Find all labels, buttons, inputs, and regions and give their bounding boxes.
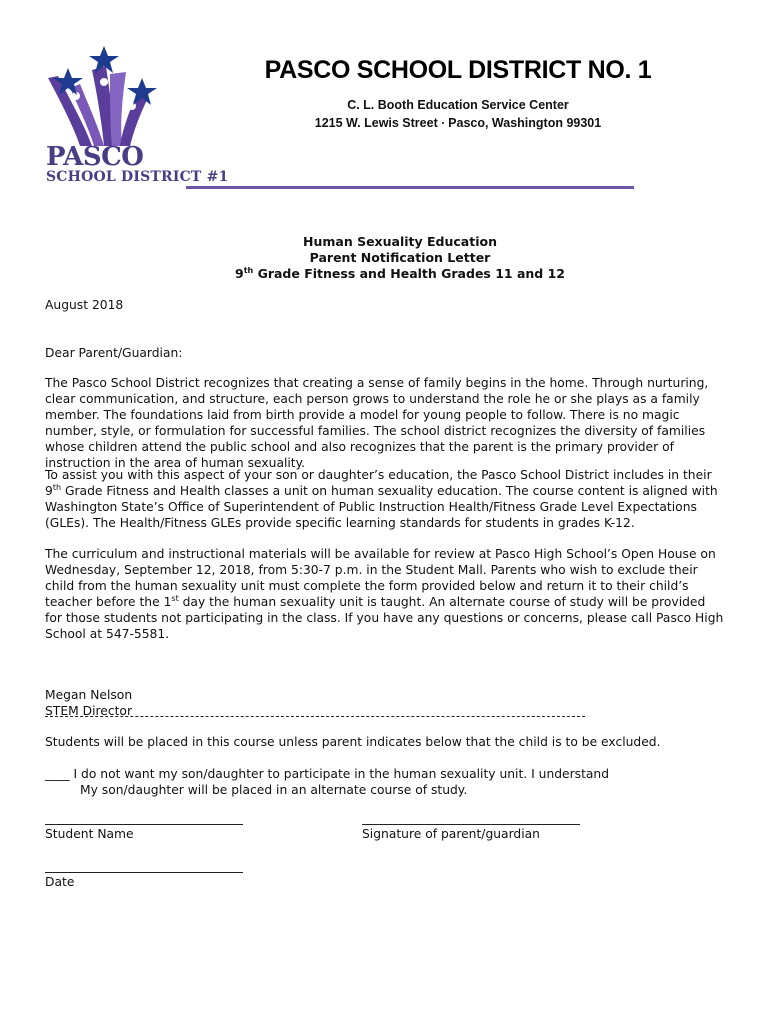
logo-wordmark: PASCO bbox=[46, 142, 144, 172]
student-name-label: Student Name bbox=[45, 827, 134, 841]
placement-note: Students will be placed in this course unless parent indicates below that the child is to be excluded. bbox=[45, 735, 661, 749]
date-label: Date bbox=[45, 875, 75, 889]
signer-name: Megan Nelson bbox=[45, 688, 133, 702]
letter-heading-3 bbox=[200, 266, 600, 281]
paragraph-2-part-a: To assist you with this aspect of your son or daughter’s education, the Pasco School District includes in their 9 bbox=[45, 468, 712, 498]
paragraph-2-ordinal: th bbox=[52, 482, 62, 492]
paragraph-2 bbox=[45, 467, 725, 531]
letter-date: August 2018 bbox=[45, 298, 124, 312]
heading-grade-suffix: th bbox=[243, 266, 254, 275]
opt-out-statement[interactable]: ____ I do not want my son/daughter to participate in the human sexuality unit. I understand bbox=[45, 767, 610, 781]
paragraph-3-ordinal: st bbox=[171, 593, 179, 603]
student-name-field[interactable] bbox=[45, 824, 243, 825]
signer-title: STEM Director bbox=[45, 704, 133, 718]
paragraph-1: The Pasco School District recognizes that creating a sense of family begins in the home. Through nurturing, clear communication, and structure, each person grows to understand the role he or she plays as a family member. The foundations laid from birth provide a model for young people to follow. There is no magic number, style, or formulation for successful families. The school district recognizes the diversity of families whose children attend the public school and also recognizes that the parent is the primary provider of instruction in the area of human sexuality. bbox=[45, 376, 709, 470]
district-logo bbox=[40, 44, 229, 194]
logo-subtitle: SCHOOL DISTRICT #1 bbox=[46, 169, 229, 185]
heading-course-title: Grade Fitness and Health Grades 11 and 12 bbox=[253, 266, 565, 282]
header-divider bbox=[186, 186, 634, 189]
district-title: PASCO SCHOOL DISTRICT NO. 1 bbox=[264, 56, 652, 84]
parent-signature-field[interactable] bbox=[362, 824, 580, 825]
paragraph-3 bbox=[45, 546, 725, 642]
cut-line bbox=[45, 716, 585, 717]
heading-grade-number: 9 bbox=[234, 266, 244, 282]
paragraph-3-part-b: day the human sexuality unit is taught. An alternate course of study will be provided for those students not participating in the class. If you have any questions or concerns, please call Pasco High School at 547-5581. bbox=[45, 595, 724, 641]
address-line-1: C. L. Booth Education Service Center bbox=[347, 98, 569, 112]
letter-heading-1: Human Sexuality Education bbox=[303, 234, 497, 249]
paragraph-3-part-a: The curriculum and instructional materials will be available for review at Pasco High School’s Open House on Wednesday, September 12, 2018, from 5:30-7 p.m. in the Student Mall. Parents who wish to exclude their child from the human sexuality unit must complete the form provided below and return it to their child’s teacher before the 1 bbox=[45, 547, 716, 609]
letter-heading-2: Parent Notification Letter bbox=[309, 250, 491, 265]
stars-figures-icon bbox=[40, 44, 200, 154]
salutation: Dear Parent/Guardian: bbox=[45, 346, 183, 360]
date-field[interactable] bbox=[45, 872, 243, 873]
address-line-2: 1215 W. Lewis Street ∙ Pasco, Washington 99301 bbox=[314, 116, 602, 130]
signature-label: Signature of parent/guardian bbox=[362, 827, 540, 841]
paragraph-2-part-b: Grade Fitness and Health classes a unit on human sexuality education. The course content is aligned with Washington State’s Office of Superintendent of Public Instruction Health/Fitness Grade Level Expectations (GLEs). The Health/Fitness GLEs provide specific learning standards for students in grades K-12. bbox=[45, 484, 718, 530]
opt-out-statement-continued: My son/daughter will be placed in an alternate course of study. bbox=[80, 783, 468, 797]
